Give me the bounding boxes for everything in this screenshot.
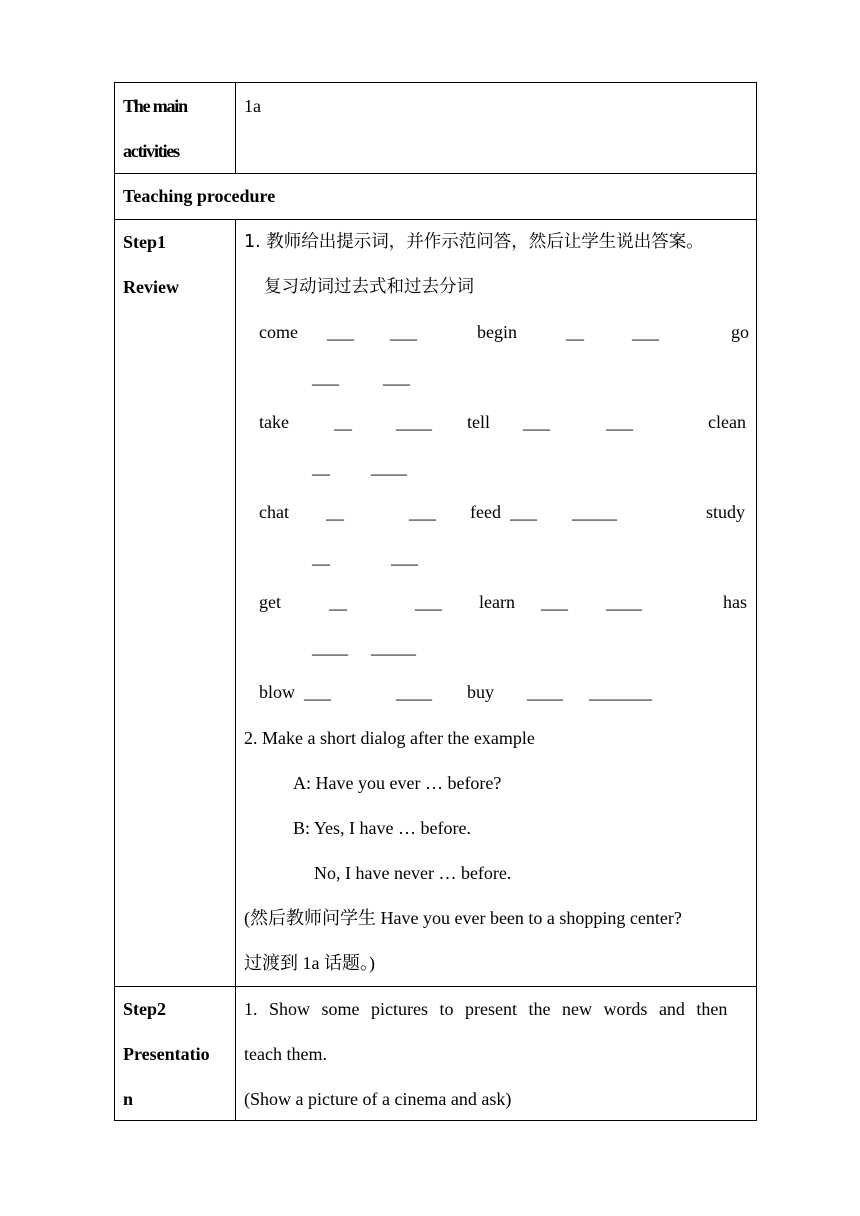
step1-item1: 1. 教师给出提示词，并作示范问答，然后让学生说出答案。 (244, 232, 704, 252)
verb-buy: buy (467, 682, 494, 702)
blank: ___ (415, 592, 442, 612)
step2-sublabel-1: Presentatio (123, 1044, 210, 1064)
step1-item2: 2. Make a short dialog after the example (244, 728, 535, 748)
verb-chat: chat (259, 502, 289, 522)
dialog-line-b: B: Yes, I have … before. (293, 818, 471, 838)
verb-get: get (259, 592, 281, 612)
verb-clean: clean (708, 412, 746, 432)
verb-learn: learn (479, 592, 515, 612)
blank: __ (334, 412, 352, 432)
row-divider (115, 173, 756, 174)
blank: ____ (396, 682, 432, 702)
step2-sublabel-2: n (123, 1089, 134, 1109)
row-divider (115, 986, 756, 987)
blank: ___ (606, 412, 633, 432)
verb-come: come (259, 322, 298, 342)
verb-blow: blow (259, 682, 295, 702)
row-label-main-activities-1: The main (123, 96, 187, 116)
blank: ___ (327, 322, 354, 342)
blank: __ (566, 322, 584, 342)
blank: ___ (510, 502, 537, 522)
blank: ____ (312, 637, 348, 657)
blank: ___ (312, 367, 339, 387)
blank: ___ (523, 412, 550, 432)
blank: ____ (527, 682, 563, 702)
step2-item1: 1. Show some pictures to present the new words and then (244, 999, 728, 1019)
blank: __ (326, 502, 344, 522)
blank: ____ (606, 592, 642, 612)
step1-sublabel: Review (123, 277, 179, 297)
step2-item2: (Show a picture of a cinema and ask) (244, 1089, 512, 1109)
blank: __ (312, 457, 330, 477)
blank: _____ (572, 502, 617, 522)
transition-note-1: (然后教师问学生 Have you ever been to a shopping center? (244, 908, 682, 928)
verb-study: study (706, 502, 746, 522)
blank: ___ (390, 322, 417, 342)
verb-take: take (259, 412, 289, 432)
dialog-line-c: No, I have never … before. (314, 863, 512, 883)
row-divider (115, 219, 756, 220)
dialog-line-a: A: Have you ever … before? (293, 773, 502, 793)
blank: __ (312, 547, 330, 567)
blank: ___ (409, 502, 436, 522)
blank: ____ (396, 412, 432, 432)
step1-label: Step1 (123, 232, 167, 252)
step2-label: Step2 (123, 999, 167, 1019)
blank: ___ (541, 592, 568, 612)
row-label-main-activities-2: activities (123, 141, 179, 161)
verb-begin: begin (477, 322, 517, 342)
blank: ___ (632, 322, 659, 342)
column-divider (235, 83, 236, 174)
blank: ___ (391, 547, 418, 567)
step1-item1-cont: 复习动词过去式和过去分词 (264, 277, 474, 297)
transition-note-2: 过渡到 1a 话题。) (244, 953, 375, 973)
blank: _____ (371, 637, 416, 657)
verb-feed: feed (470, 502, 501, 522)
blank: __ (329, 592, 347, 612)
blank: ___ (383, 367, 410, 387)
step2-item1-cont: teach them. (244, 1044, 327, 1064)
main-activities-value: 1a (244, 96, 261, 116)
blank: ___ (304, 682, 331, 702)
verb-has: has (723, 592, 747, 612)
verb-tell: tell (467, 412, 490, 432)
verb-go: go (731, 322, 749, 342)
teaching-procedure-heading: Teaching procedure (123, 186, 276, 206)
blank: _______ (589, 682, 652, 702)
blank: ____ (371, 457, 407, 477)
